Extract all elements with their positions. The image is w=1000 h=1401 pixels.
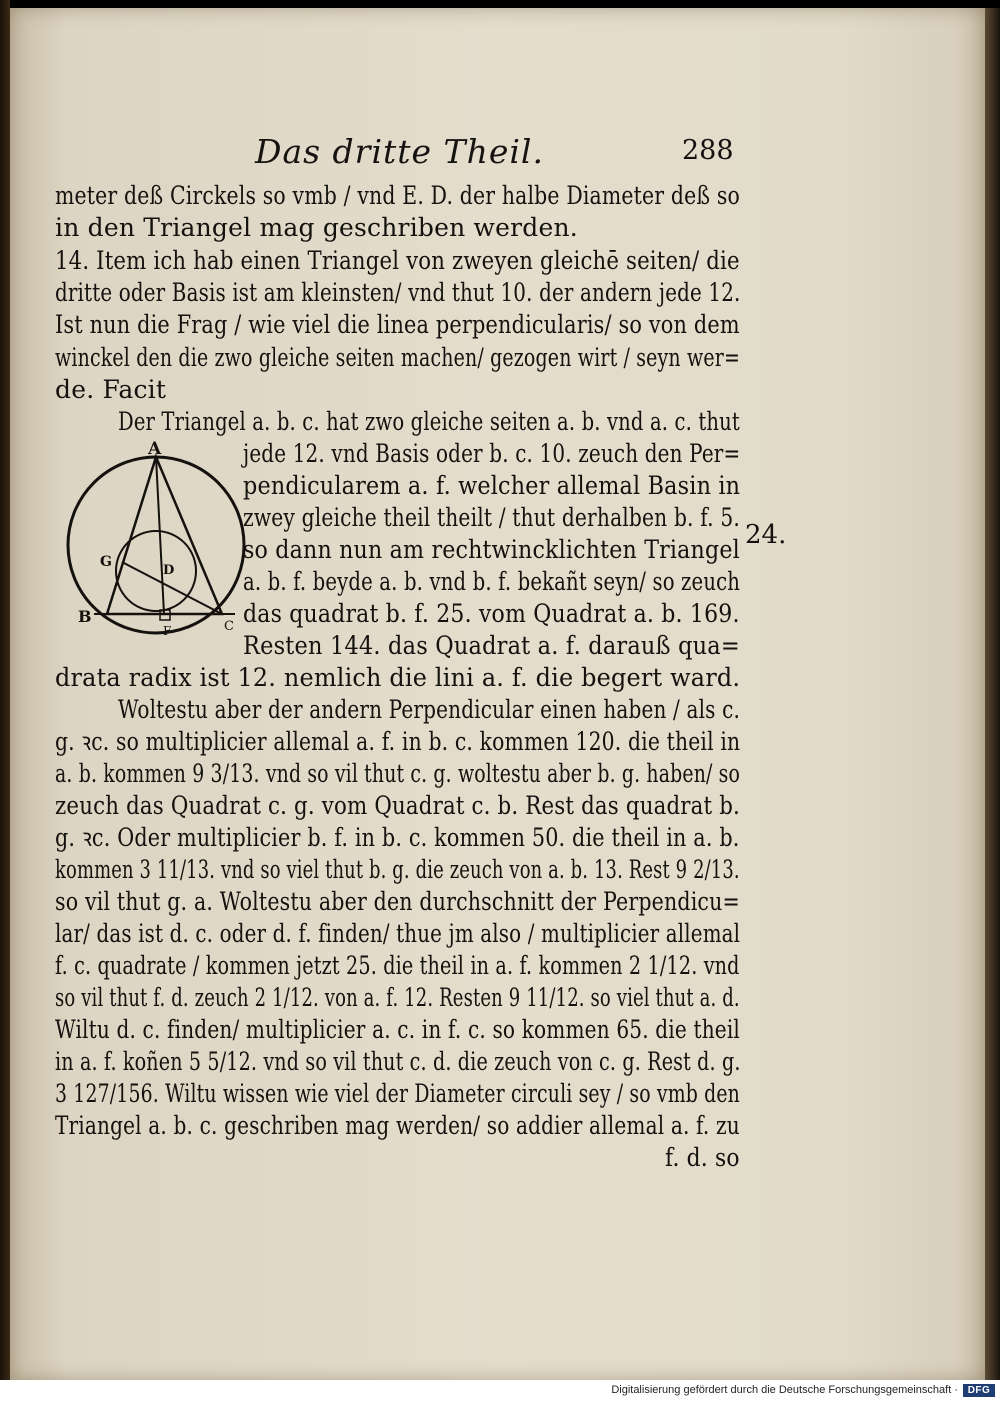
text-line: zeuch das Quadrat c. g. vom Quadrat c. b. Rest das quadrat b. xyxy=(55,791,741,820)
page-edge-right xyxy=(985,8,1000,1380)
label-c: C xyxy=(224,619,234,634)
text-line: Ist nun die Frag / wie viel die linea perpendicularis/ so von dem xyxy=(55,310,740,339)
text-line: de. Facit xyxy=(55,375,167,404)
scan-border-left xyxy=(0,0,10,1380)
digitization-credit: Digitalisierung gefördert durch die Deutsche Forschungsgemeinschaft · xyxy=(611,1384,958,1396)
margin-note: 24. xyxy=(745,520,787,550)
label-f: F xyxy=(163,624,172,638)
triangle-circle-diagram xyxy=(60,438,250,642)
label-g: G xyxy=(100,554,112,570)
text-line: pendicularem a. f. welcher allemal Basin in xyxy=(243,471,741,500)
running-header: Das dritte Theil. xyxy=(255,132,544,171)
label-b: B xyxy=(78,607,92,626)
text-line: in a. f. koñen 5 5/12. vnd so vil thut c. d. die zeuch von c. g. Rest d. g. xyxy=(55,1047,741,1076)
text-line: meter deß Circkels so vmb / vnd E. D. der halbe Diameter deß so xyxy=(55,181,740,210)
text-line: a. b. kommen 9 3/13. vnd so vil thut c. g. woltestu aber b. g. haben/ so xyxy=(55,759,741,788)
text-line: so vil thut f. d. zeuch 2 1/12. von a. f. 12. Resten 9 11/12. so viel thut a. d. xyxy=(55,983,740,1012)
text-line: a. b. f. beyde a. b. vnd b. f. bekañt seyn/ so zeuch xyxy=(243,567,741,596)
text-line: das quadrat b. f. 25. vom Quadrat a. b. 169. xyxy=(243,599,740,628)
text-line: so vil thut g. a. Woltestu aber den durchschnitt der Perpendicu= xyxy=(55,887,740,916)
label-a: A xyxy=(148,439,162,459)
text-line: g. ꝛc. Oder multiplicier b. f. in b. c. kommen 50. die theil in a. b. xyxy=(55,823,740,852)
text-line: Resten 144. das Quadrat a. f. darauß qua= xyxy=(243,631,740,660)
page-number: 288 xyxy=(682,135,734,166)
text-line: g. ꝛc. so multiplicier allemal a. f. in b. c. kommen 120. die theil in xyxy=(55,727,741,756)
text-line: 3 127/156. Wiltu wissen wie viel der Diameter circuli sey / so vmb den xyxy=(55,1079,740,1108)
text-line: winckel den die zwo gleiche seiten machen/ gezogen wirt / seyn wer= xyxy=(55,343,741,372)
text-line: lar/ das ist d. c. oder d. f. finden/ thue jm also / multiplicier allemal xyxy=(55,919,741,948)
text-line: kommen 3 11/13. vnd so viel thut b. g. die zeuch von a. b. 13. Rest 9 2/13. xyxy=(55,855,740,884)
text-line: dritte oder Basis ist am kleinsten/ vnd thut 10. der andern jede 12. xyxy=(55,278,741,307)
text-line: in den Triangel mag geschriben werden. xyxy=(55,213,578,242)
text-line: 14. Item ich hab einen Triangel von zweyen gleichē seiten/ die xyxy=(55,246,740,275)
text-line: Wiltu d. c. finden/ multiplicier a. c. in f. c. so kommen 65. die theil xyxy=(55,1015,740,1044)
diagram-svg xyxy=(60,438,250,638)
text-line: Triangel a. b. c. geschriben mag werden/ so addier allemal a. f. zu xyxy=(55,1111,740,1140)
perpendicular-af xyxy=(156,457,164,614)
text-line: so dann nun am rechtwincklichten Triangel xyxy=(243,535,740,564)
triangle-abc xyxy=(107,457,222,614)
text-line: Der Triangel a. b. c. hat zwo gleiche seiten a. b. vnd a. c. thut xyxy=(118,407,740,436)
text-line: zwey gleiche theil theilt / thut derhalben b. f. 5. xyxy=(243,503,740,532)
text-line: Woltestu aber der andern Perpendicular einen haben / als c. xyxy=(118,695,741,724)
dfg-logo: DFG xyxy=(963,1384,995,1397)
text-line: drata radix ist 12. nemlich die lini a. f. die begert ward. xyxy=(55,663,741,692)
label-d: D xyxy=(163,563,175,578)
text-line: f. d. so xyxy=(665,1143,740,1172)
footer-bar xyxy=(0,1380,1000,1401)
text-line: jede 12. vnd Basis oder b. c. 10. zeuch den Per= xyxy=(243,439,741,468)
text-line: f. c. quadrate / kommen jetzt 25. die theil in a. f. kommen 2 1/12. vnd xyxy=(55,951,740,980)
